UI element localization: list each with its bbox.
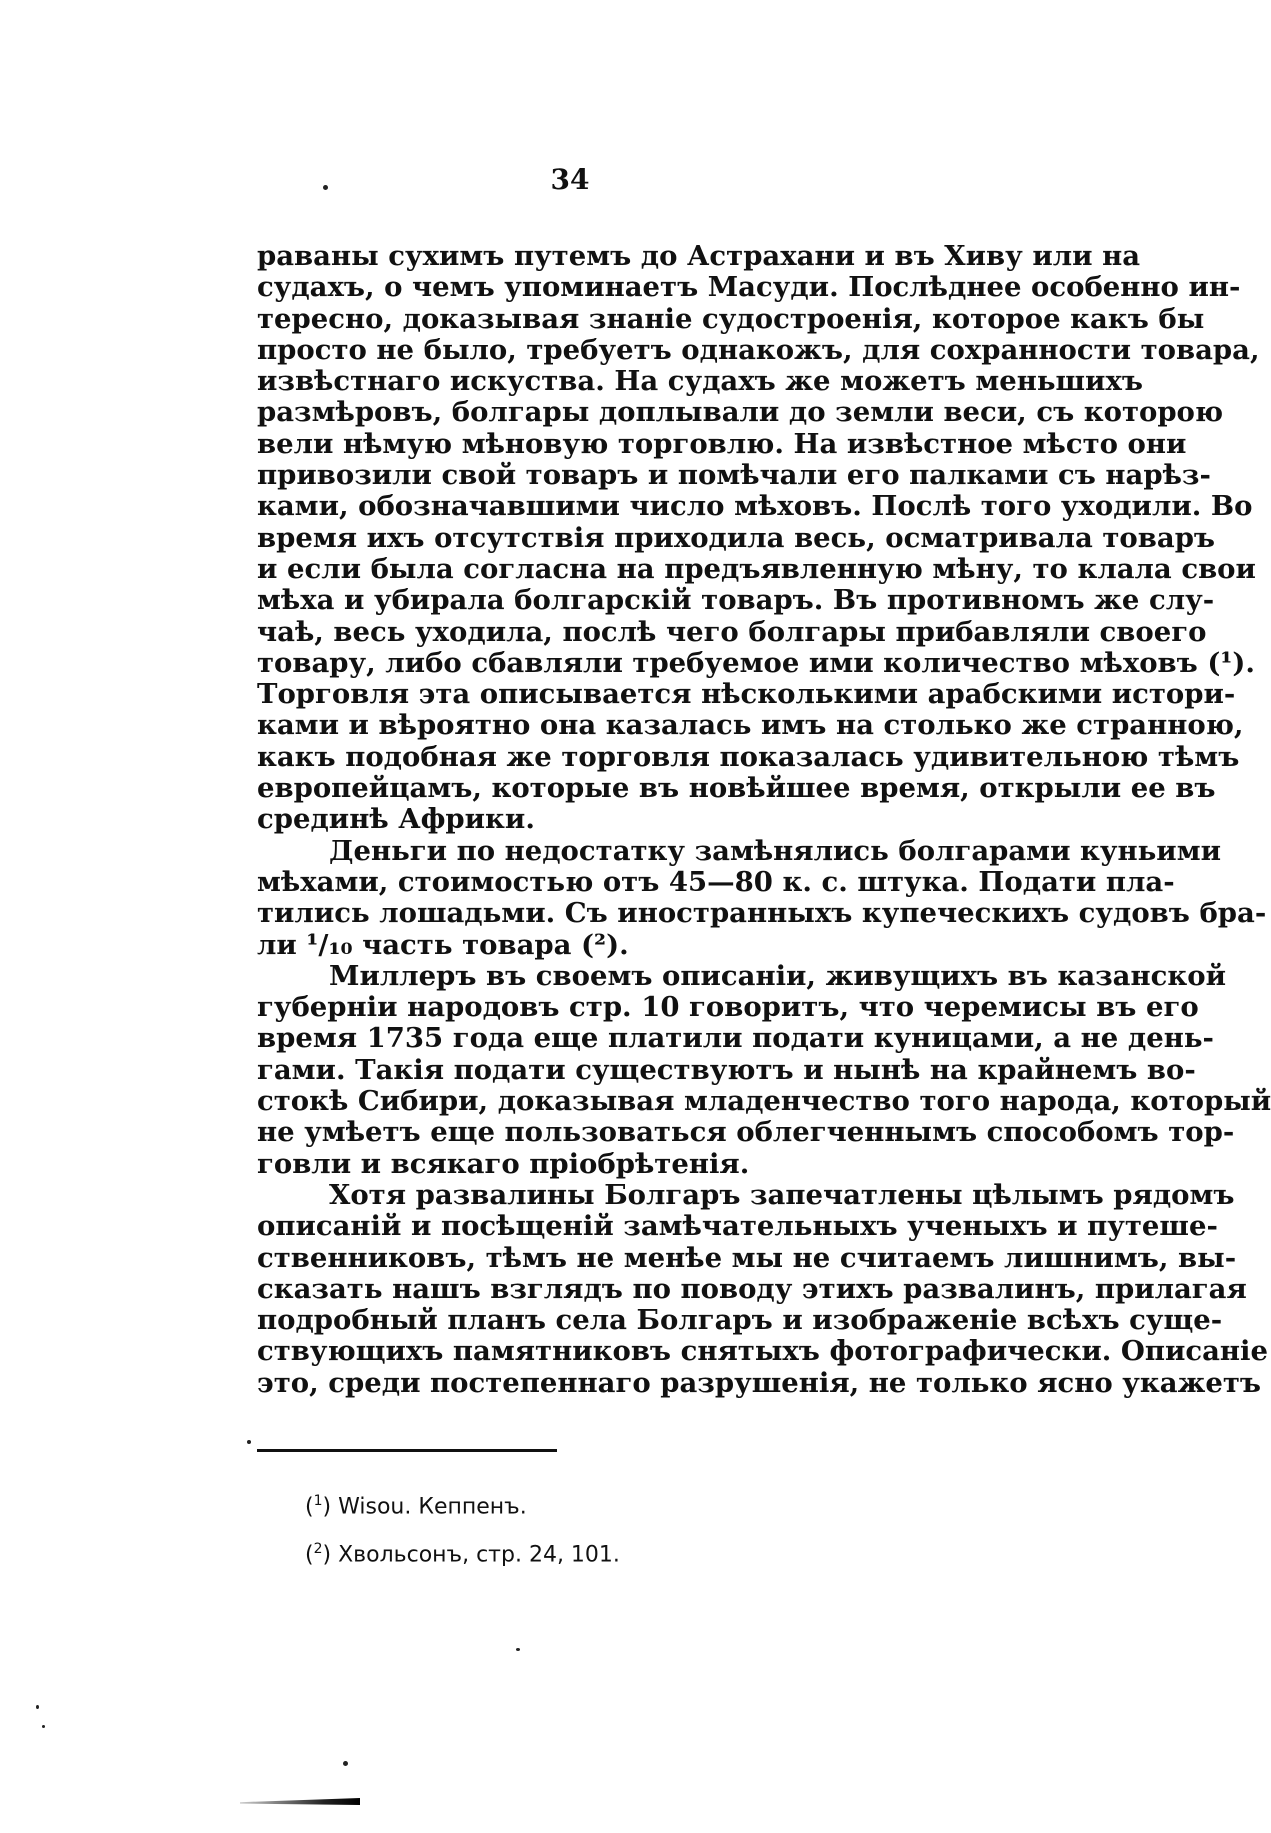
text-line: ствующихъ памятниковъ снятыхъ фотографически. Описаніе: [257, 1335, 1268, 1368]
text-line: тересно, доказывая знаніе судостроенія, которое какъ бы: [257, 302, 1205, 335]
text-line: извѣстнаго искуства. На судахъ же можетъ меньшихъ: [257, 365, 1143, 398]
text-line: ственниковъ, тѣмъ не менѣе мы не считаемъ лишнимъ, вы-: [257, 1241, 1237, 1274]
text-line: судахъ, о чемъ упоминаетъ Масуди. Послѣднее особенно ин-: [257, 271, 1241, 304]
footnote-text: Wisou. Кеппенъ.: [338, 1494, 527, 1520]
scan-speck: [323, 185, 328, 190]
text-line: ками и вѣроятно она казалась имъ на столько же странною,: [257, 709, 1244, 742]
text-line: мѣха и убирала болгарскій товаръ. Въ противномъ же слу-: [257, 584, 1215, 617]
text-line: и если была согласна на предъявленную мѣну, то клала свои: [257, 552, 1256, 585]
footnote: ($^2$) Хвольсонъ, стр. 24, 101.: [305, 1541, 620, 1568]
scan-speck: [36, 1705, 39, 1709]
scan-smear: [240, 1798, 360, 1805]
footnote-divider: [257, 1449, 557, 1452]
scan-speck: [343, 1761, 348, 1766]
text-line: говли и всякаго пріобрѣтенія.: [257, 1147, 750, 1180]
text-line: сказать нашъ взглядъ по поводу этихъ развалинъ, прилагая: [257, 1272, 1247, 1305]
text-line: вели нѣмую мѣновую торговлю. На извѣстное мѣсто они: [257, 427, 1187, 460]
scan-speck: [247, 1440, 251, 1444]
text-line: стокѣ Сибири, доказывая младенчество того народа, который: [257, 1085, 1271, 1118]
text-line: срединѣ Африки.: [257, 803, 535, 836]
text-line: ли ¹/₁₀ часть товара (²).: [257, 928, 629, 961]
text-line: это, среди постепеннаго разрушенія, не только ясно укажетъ: [257, 1366, 1261, 1399]
text-line: время ихъ отсутствія приходила весь, осматривала товаръ: [257, 521, 1216, 554]
footnote-mark: 1: [313, 1493, 323, 1509]
text-line: подробный планъ села Болгаръ и изображеніе всѣхъ суще-: [257, 1304, 1223, 1337]
footnotes: [305, 1480, 905, 1577]
text-line: тились лошадьми. Съ иностранныхъ купеческихъ судовъ бра-: [257, 897, 1267, 930]
footnote-mark: 2: [313, 1541, 323, 1558]
text-line: губерніи народовъ стр. 10 говоритъ, что черемисы въ его: [257, 991, 1199, 1024]
text-line: мѣхами, стоимостью отъ 45—80 к. с. штука. Подати пла-: [257, 865, 1175, 898]
text-line: Хотя развалины Болгаръ запечатлены цѣлымъ рядомъ: [329, 1178, 1235, 1211]
footnote-text: Хвольсонъ, стр. 24, 101.: [338, 1542, 620, 1568]
text-line: чаѣ, весь уходила, послѣ чего болгары прибавляли своего: [257, 615, 1207, 648]
text-line: Деньги по недостатку замѣнялись болгарами куньими: [329, 834, 1221, 867]
text-line: ками, обозначавшими число мѣховъ. Послѣ того уходили. Во: [257, 490, 1253, 523]
text-line: европейцамъ, которые въ новѣйшее время, открыли ее въ: [257, 772, 1216, 805]
text-line: Торговля эта описывается нѣсколькими арабскими истори-: [257, 678, 1236, 711]
text-line: Миллеръ въ своемъ описаніи, живущихъ въ казанской: [329, 959, 1226, 992]
text-line: не умѣетъ еще пользоваться облегченнымъ способомъ тор-: [257, 1116, 1235, 1149]
text-line: размѣровъ, болгары доплывали до земли веси, съ которою: [257, 396, 1224, 429]
scan-speck: [516, 1648, 520, 1651]
text-line: привозили свой товаръ и помѣчали его палками съ нарѣз-: [257, 459, 1211, 492]
text-line: описаній и посѣщеній замѣчательныхъ ученыхъ и путеше-: [257, 1210, 1218, 1243]
text-line: время 1735 года еще платили подати куницами, а не день-: [257, 1022, 1214, 1055]
text-line: товару, либо сбавляли требуемое ими количество мѣховъ (¹).: [257, 646, 1255, 679]
scan-speck: [42, 1725, 45, 1728]
text-line: раваны сухимъ путемъ до Астрахани и въ Хиву или на: [257, 240, 1141, 272]
footnote: ($^1$) Wisou. Кеппенъ.: [305, 1493, 527, 1520]
text-line: просто не было, требуетъ однакожъ, для сохранности товара,: [257, 333, 1260, 366]
page-number: 34: [550, 163, 590, 196]
text-line: гами. Такія подати существуютъ и нынѣ на крайнемъ во-: [257, 1053, 1196, 1086]
body-text: [257, 240, 1271, 1399]
text-line: какъ подобная же торговля показалась удивительною тѣмъ: [257, 740, 1240, 773]
